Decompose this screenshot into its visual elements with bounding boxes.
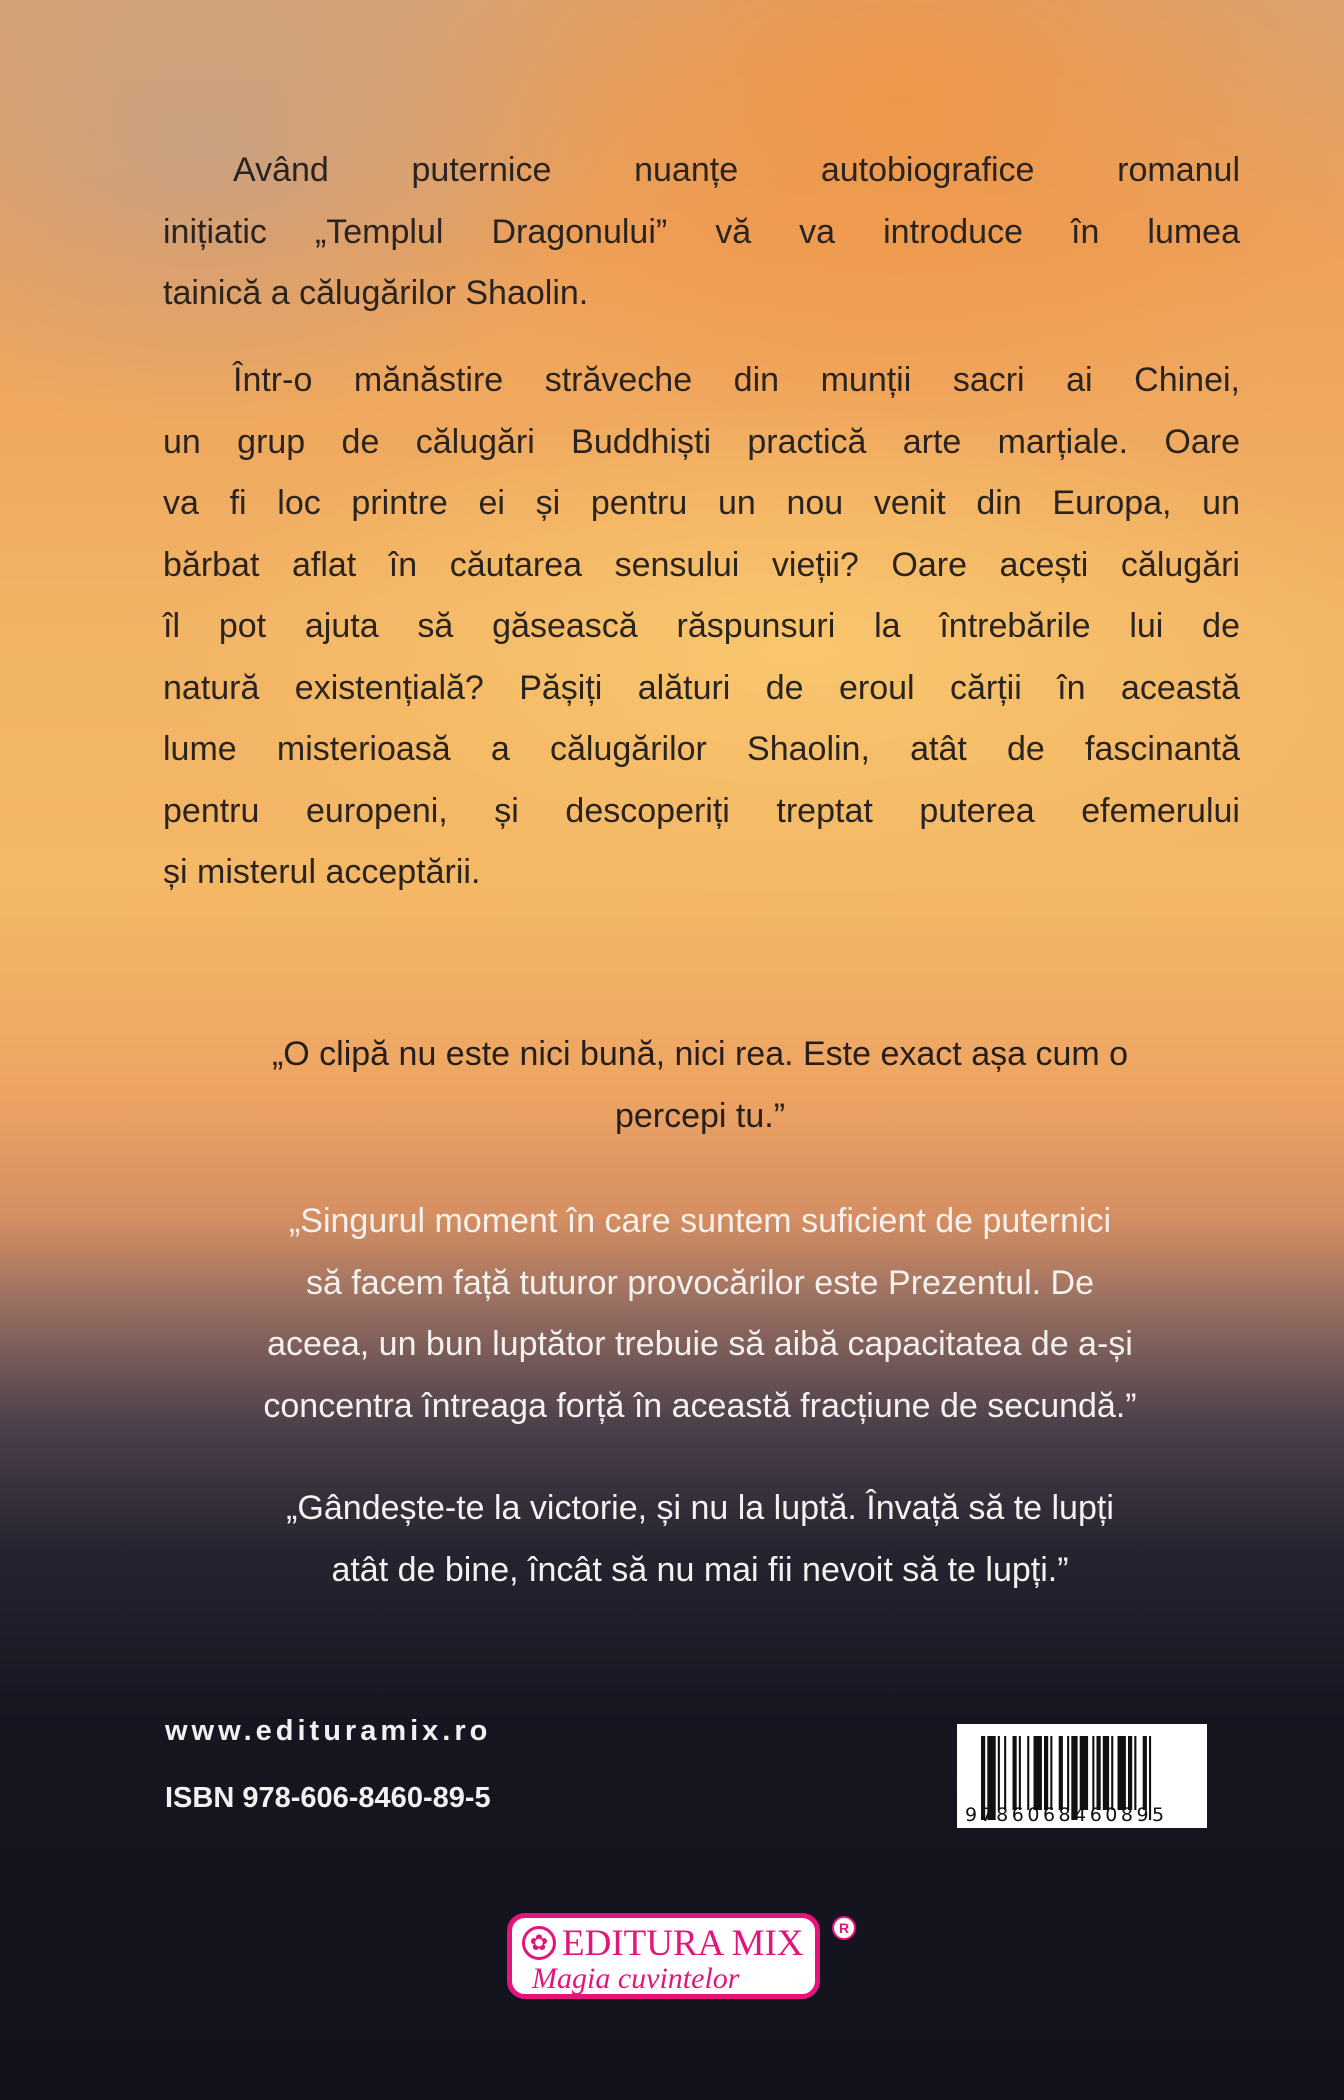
- paragraph-line: lume misterioasă a călugărilor Shaolin, atât de fascinantă: [163, 730, 1240, 768]
- quote-line: „O clipă nu este nici bună, nici rea. Este exact așa cum o: [271, 1035, 1129, 1073]
- paragraph-line: va fi loc printre ei și pentru un nou venit din Europa, un: [163, 484, 1240, 522]
- quote-3: [140, 1478, 1260, 1601]
- quote-line: „Singurul moment în care suntem suficient de puternici: [288, 1202, 1112, 1240]
- barcode-bar: [1044, 1736, 1048, 1810]
- logo-tagline: Magia cuvintelor: [532, 1962, 740, 1995]
- isbn: ISBN 978-606-8460-89-5: [165, 1782, 491, 1814]
- quote-line: concentra întreaga forță în această fracțiune de secundă.”: [263, 1386, 1137, 1425]
- barcode-bar: [1143, 1736, 1147, 1810]
- paragraph-line: bărbat aflat în căutarea sensului vieții? Oare acești călugări: [163, 545, 1240, 584]
- description-paragraph-2: [163, 350, 1240, 904]
- barcode-bar: [1067, 1736, 1069, 1810]
- paragraph-line: pentru europeni, și descoperiți treptat puterea efemerului: [163, 791, 1240, 830]
- publisher-logo: [507, 1913, 820, 1999]
- barcode-bar: [1111, 1736, 1113, 1810]
- barcode-bar: [1050, 1736, 1052, 1810]
- paragraph-line: Într-o mănăstire străveche din munții sacri ai Chinei,: [233, 361, 1240, 399]
- barcode-bar: [1128, 1736, 1132, 1810]
- barcode-bar: [1019, 1736, 1021, 1810]
- quote-line: percepi tu.”: [614, 1096, 786, 1135]
- paragraph-line: Având puternice nuanțe autobiografice romanul: [233, 151, 1240, 189]
- quote-2: [140, 1191, 1260, 1437]
- quote-line: să facem față tuturor provocărilor este Prezentul. De: [305, 1263, 1095, 1302]
- barcode: [957, 1724, 1207, 1828]
- barcode-bar: [1027, 1736, 1029, 1810]
- quote-line: atât de bine, încât să nu mai fii nevoit să te lupți.”: [331, 1550, 1069, 1589]
- barcode-bar: [1013, 1736, 1017, 1810]
- barcode-bar: [1097, 1736, 1101, 1810]
- barcode-bar: [998, 1736, 1000, 1810]
- quote-line: aceea, un bun luptător trebuie să aibă capacitatea de a-și: [267, 1325, 1133, 1363]
- paragraph-line: tainică a călugărilor Shaolin.: [163, 274, 589, 312]
- registered-trademark-icon: R: [832, 1916, 856, 1940]
- barcode-bar: [1103, 1736, 1109, 1810]
- quote-1: [140, 1024, 1260, 1147]
- logo-name: EDITURA MIX: [562, 1923, 804, 1964]
- quote-line: „Gândește-te la victorie, și nu la luptă. Învață să te lupți: [286, 1489, 1114, 1527]
- barcode-number: 9786068460895: [965, 1804, 1168, 1826]
- flower-icon: ✿: [522, 1926, 556, 1960]
- paragraph-line: natură existențială? Pășiți alături de eroul cărții în această: [163, 668, 1240, 707]
- barcode-bar: [1118, 1736, 1126, 1810]
- barcode-bar: [1004, 1736, 1006, 1810]
- barcode-bar: [1092, 1736, 1094, 1810]
- barcode-bar: [1134, 1736, 1136, 1810]
- publisher-website: www.edituramix.ro: [165, 1715, 492, 1747]
- paragraph-line: inițiatic „Templul Dragonului” vă va introduce în lumea: [163, 212, 1240, 251]
- paragraph-line: un grup de călugări Buddhiști practică arte marțiale. Oare: [163, 422, 1240, 461]
- barcode-bar: [1059, 1736, 1063, 1810]
- description-paragraph-1: [163, 140, 1240, 325]
- paragraph-line: și misterul acceptării.: [163, 853, 481, 891]
- paragraph-line: îl pot ajuta să găsească răspunsuri la întrebările lui de: [163, 607, 1240, 645]
- barcode-bar: [1034, 1736, 1042, 1810]
- barcode-bar: [1080, 1736, 1088, 1810]
